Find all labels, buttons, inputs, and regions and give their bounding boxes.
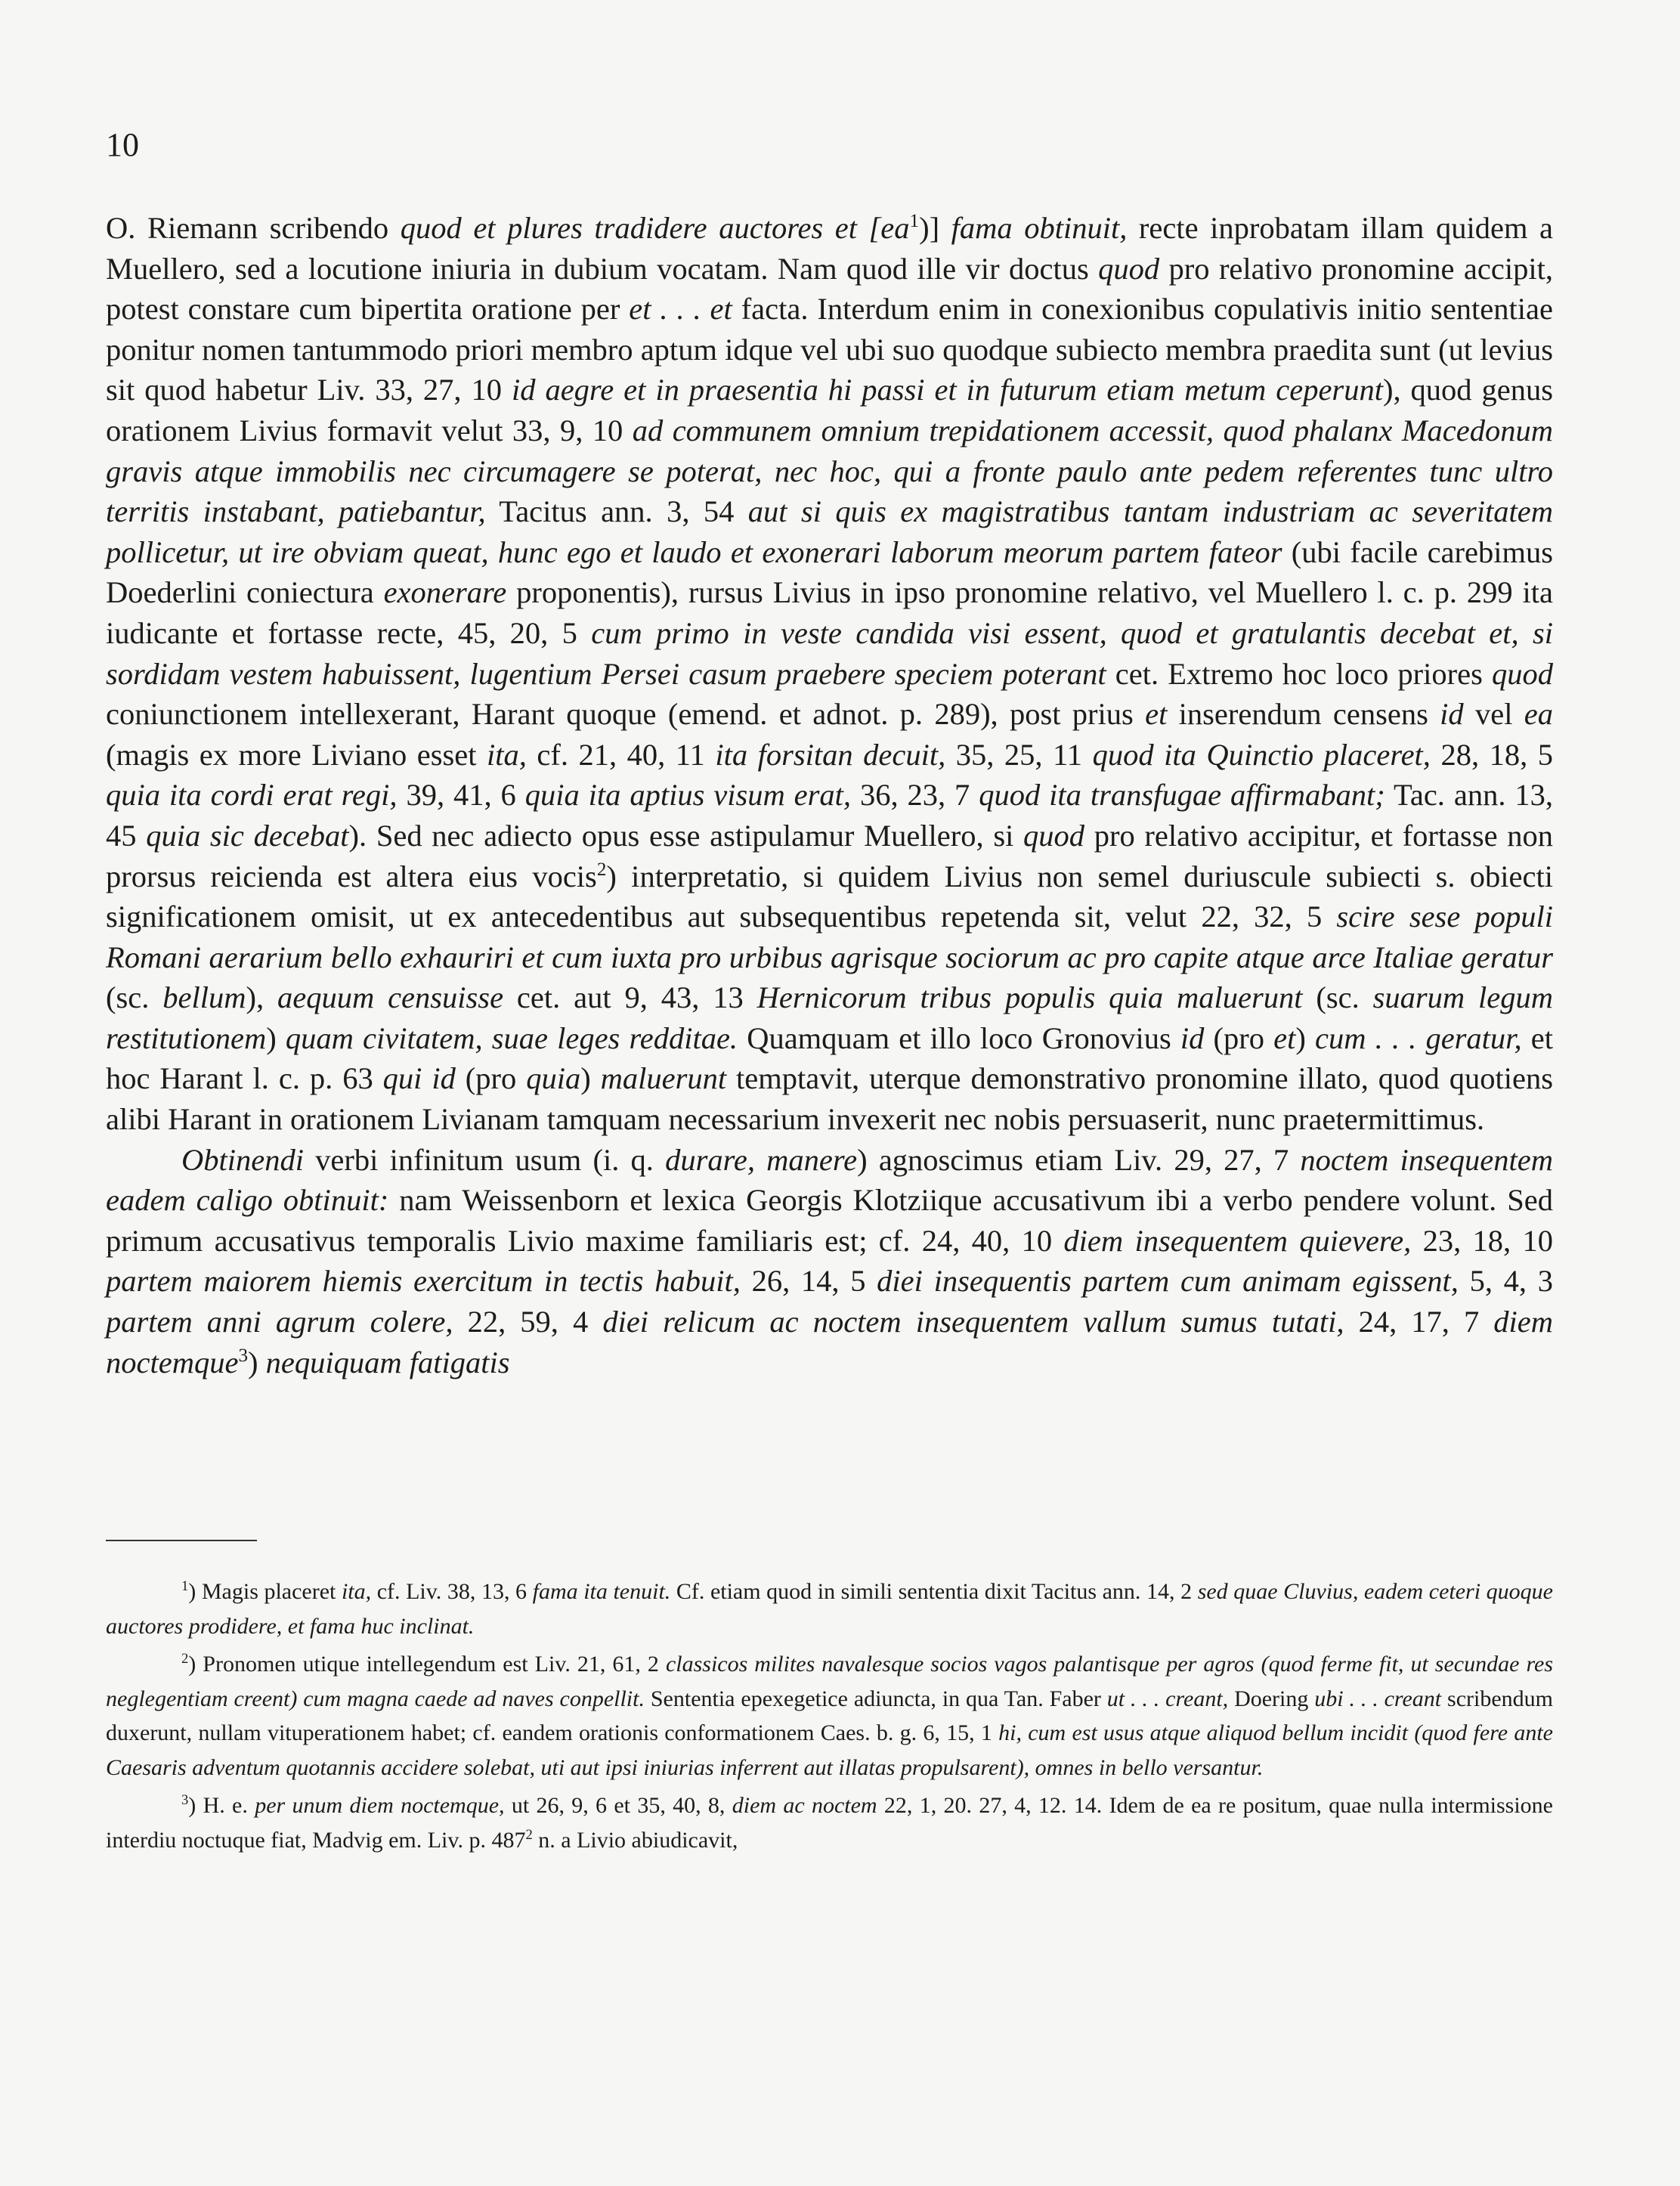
text-run: verbi infinitum usum (i. q. [303, 1142, 666, 1177]
italic-citation: durare, manere [665, 1142, 858, 1177]
paragraph-2 [106, 1140, 1553, 1383]
text-run: (pro [455, 1061, 527, 1096]
text-run: Sententia epexegetice adiuncta, in qua Tan. Faber [644, 1686, 1107, 1711]
text-run: pro relativo accipitur, et fortasse non prorsus reicienda est altera eius vocis [106, 818, 1553, 893]
paragraph-1 [106, 208, 1553, 1140]
italic-citation: maluerunt [600, 1061, 727, 1096]
italic-citation: et [1145, 697, 1168, 732]
text-run: (magis ex more Liviano esset [106, 737, 487, 772]
italic-citation: id aegre et in praesentia hi passi et in futurum etiam metum ceperunt [511, 373, 1383, 407]
text-run: ) interpretatio, si quidem Livius non semel duriuscule subiecti s. obiecti significationem omisit, ut ex antecedentibus aut subsequentibus repetenda sit, velut 22, 32, 5 [106, 859, 1553, 934]
text-run: Quamquam et illo loco Gronovius [738, 1020, 1180, 1055]
italic-citation: ubi . . . creant [1314, 1686, 1442, 1711]
text-run: cet. aut 9, 43, 13 [503, 980, 757, 1015]
footnote-2 [106, 1647, 1553, 1785]
italic-citation: cum . . . geratur, [1315, 1020, 1522, 1055]
text-run: 22, 59, 4 [453, 1305, 603, 1339]
text-run: 28, 18, 5 [1430, 737, 1553, 772]
text-run: ) [580, 1061, 601, 1096]
footnote-marker-2: 2 [596, 859, 607, 880]
italic-citation: quod ita Quinctio placeret, [1092, 737, 1431, 772]
footnote-marker-1: 1 [909, 210, 920, 231]
text-run: et hoc Harant l. c. p. 63 [106, 1020, 1553, 1096]
italic-citation: quod [1023, 818, 1085, 853]
italic-citation: bellum [162, 980, 246, 1015]
text-run: Cf. etiam quod in simili sententia dixit Tacitus ann. 14, 2 [670, 1579, 1198, 1604]
text-run: 36, 23, 7 [851, 778, 979, 813]
text-run: ), [246, 980, 277, 1015]
text-run: )] [919, 211, 951, 245]
italic-citation: fama ita tenuit. [532, 1579, 671, 1604]
italic-citation: hi, cum est usus atque aliquod bellum incidit (quod fere ante Caesaris adventum quotannis accidere solebat, uti aut ipsi iniurias inferrent aut illatas propulsarent), omnes in bello versantur. [106, 1720, 1553, 1780]
italic-citation: et [1273, 1020, 1296, 1055]
text-run: 26, 14, 5 [740, 1264, 877, 1299]
footnote-divider [106, 1540, 257, 1541]
text-run: ) Magis placeret [188, 1579, 342, 1604]
main-text [106, 208, 1553, 1383]
footnote-1 [106, 1574, 1553, 1643]
text-run: Doering [1228, 1686, 1315, 1711]
italic-citation: ita, [341, 1579, 372, 1604]
text-run: 23, 18, 10 [1411, 1223, 1554, 1258]
text-run: ut 26, 9, 6 et 35, 40, 8, [504, 1793, 732, 1818]
italic-citation: diei insequentis partem cum animam egissent, [877, 1264, 1459, 1299]
footnotes [106, 1574, 1553, 1861]
italic-citation: ita, [486, 737, 527, 772]
text-run: cf. Liv. 38, 13, 6 [371, 1579, 533, 1604]
italic-citation: noctem insequentem eadem caligo obtinuit: [106, 1142, 1553, 1218]
italic-citation: quia ita cordi erat regi, [106, 778, 398, 813]
text-run: ) agnoscimus etiam Liv. 29, 27, 7 [857, 1142, 1301, 1177]
text-run: ) Pronomen utique intellegendum est Liv. 21, 61, 2 [188, 1652, 666, 1677]
footnote-3 [106, 1788, 1553, 1857]
text-run: ) [248, 1345, 266, 1379]
footnote-marker-3: 3 [238, 1345, 248, 1366]
text-run: 35, 25, 11 [945, 737, 1093, 772]
text-run: Tac. ann. 13, 45 [106, 778, 1553, 853]
italic-citation: ad communem omnium trepidationem accessit, quod phalanx Macedonum gravis atque immobilis nec circumagere se poterat, nec hoc, qui a fronte paulo ante pedem referentes tunc ultro territis instabant, patiebantur, [106, 413, 1554, 529]
text-run: 22, 1, 20. 27, 4, 12. 14. Idem de ea re positum, quae nulla intermissione interdiu noctuque fiat, Madvig em. Liv. p. 487 [106, 1793, 1553, 1853]
text-run: cf. 21, 40, 11 [526, 737, 716, 772]
italic-citation: quam civitatem, suae leges redditae. [285, 1020, 738, 1055]
text-run: Tacitus ann. 3, 54 [485, 494, 748, 529]
text-run: (ubi facile carebimus Doederlini coniectura [106, 534, 1553, 610]
text-run: O. Riemann scribendo [106, 211, 401, 245]
italic-citation: Obtinendi [181, 1142, 304, 1177]
italic-citation: ita forsitan decuit, [715, 737, 946, 772]
italic-citation: sed quae Cluvius, eadem ceteri quoque auctores prodidere, et fama huc inclinat. [106, 1579, 1553, 1639]
text-run: ) [1295, 1020, 1316, 1055]
italic-citation: aequum censuisse [277, 980, 504, 1015]
text-run: nam Weissenborn et lexica Georgis Klotziique accusativum ibi a verbo pendere volunt. Sed primum accusativus temporalis Livio maxime familiaris est; cf. 24, 40, 10 [106, 1183, 1553, 1258]
italic-citation: ut . . . creant, [1106, 1686, 1229, 1711]
text-run: facta. Interdum enim in conexionibus copulativis initio sententiae ponitur nomen tantummodo priori membro aptum idque vel ubi suo quodque subiecto membra praedita sunt (ut levius sit quod habetur Liv. 33, 27, 10 [106, 292, 1553, 407]
italic-citation: quia sic decebat [146, 818, 349, 853]
italic-citation: partem anni agrum colere, [106, 1305, 453, 1339]
text-run: ). Sed nec adiecto opus esse astipulamur Muellero, si [348, 818, 1024, 853]
text-run: 5, 4, 3 [1458, 1264, 1554, 1299]
text-run: vel [1463, 697, 1524, 732]
italic-citation: classicos milites navalesque socios vagos palantisque per agros (quod ferme fit, ut secundae res neglegentiam creent) cum magna caede ad naves conpellit. [106, 1652, 1553, 1711]
italic-citation: id [1180, 1020, 1205, 1055]
text-run: ) H. e. [188, 1793, 255, 1818]
italic-citation: cum primo in veste candida visi essent, quod et gratulantis decebat et, si sordidam vestem habuissent, lugentium Persei casum praebere speciem poterant [106, 615, 1553, 691]
text-run: ) [266, 1020, 286, 1055]
page-number: 10 [106, 126, 139, 163]
italic-citation: quod [1098, 251, 1160, 286]
italic-citation: diei relicum ac noctem insequentem vallum sumus tutati, [602, 1305, 1344, 1339]
text-run: (sc. [1302, 980, 1373, 1015]
text-run: coniunctionem intellexerant, Harant quoque (emend. et adnot. p. 289), post prius [106, 697, 1146, 732]
italic-citation: quia ita aptius visum erat, [524, 778, 852, 813]
italic-citation: aut si quis ex magistratibus tantam industriam ac severitatem pollicetur, ut ire obviam queat, hunc ego et laudo et exonerari laborum meorum partem fateor [106, 494, 1553, 569]
italic-citation: diem insequentem quievere, [1063, 1223, 1412, 1258]
italic-citation: quod ita transfugae affirmabant; [979, 778, 1385, 813]
italic-citation: nequiquam fatigatis [265, 1345, 510, 1379]
superscript-edition: 2 [525, 1826, 533, 1843]
italic-citation: diem ac noctem [732, 1793, 877, 1818]
text-run: inserendum censens [1167, 697, 1440, 732]
text-run: recte inprobatam illam quidem a Muellero, sed a locutione iniuria in dubium vocatam. Nam quod ille vir doctus [106, 211, 1553, 286]
italic-citation: fama obtinuit, [951, 211, 1128, 245]
italic-citation: suarum legum restitutionem [106, 980, 1553, 1055]
italic-citation: per unum diem noctemque, [255, 1793, 505, 1818]
italic-citation: partem maiorem hiemis exercitum in tectis habuit, [106, 1264, 741, 1299]
italic-citation: qui id [382, 1061, 456, 1096]
footnote-number: 3 [181, 1791, 189, 1808]
footnote-number: 1 [181, 1578, 189, 1594]
italic-citation: exonerare [383, 575, 507, 610]
italic-citation: quod [1492, 656, 1554, 691]
italic-citation: ea [1524, 697, 1553, 732]
italic-citation: scire sese populi Romani aerarium bello exhauriri et cum iuxta pro urbibus agrisque sociorum ac pro capite atque arce Italiae geratur [106, 899, 1553, 974]
footnote-number: 2 [181, 1650, 189, 1667]
text-run: cet. Extremo hoc loco priores [1106, 656, 1493, 691]
italic-citation: diem noctemque [106, 1305, 1554, 1379]
text-run: proponentis), rursus Livius in ipso pronomine relativo, vel Muellero l. c. p. 299 ita iudicante et fortasse recte, 45, 20, 5 [106, 575, 1553, 650]
italic-citation: quia [526, 1061, 581, 1096]
italic-citation: quod et plures tradidere auctores et [ea [400, 211, 910, 245]
text-run: temptavit, uterque demonstrativo pronomine illato, quod quotiens alibi Harant in orationem Livianam tamquam necessarium invexerit nec nobis persuaserit, nunc praetermittimus. [106, 1061, 1553, 1137]
text-run: (sc. [106, 980, 163, 1015]
text-run: pro relativo pronomine accipit, potest constare cum bipertita oratione per [106, 251, 1553, 327]
text-run: (pro [1204, 1020, 1274, 1055]
text-run: scribendum duxerunt, nullam vituperationem habet; cf. eandem orationis conformationem Caes. b. g. 6, 15, 1 [106, 1686, 1554, 1745]
text-run: n. a Livio abiudicavit, [532, 1827, 738, 1853]
italic-citation: Hernicorum tribus populis quia maluerunt [756, 980, 1303, 1015]
text-run: 39, 41, 6 [397, 778, 525, 813]
italic-citation: et . . . et [629, 292, 732, 327]
italic-citation: id [1440, 697, 1464, 732]
text-run: 24, 17, 7 [1344, 1305, 1494, 1339]
text-run: ), quod genus orationem Livius formavit velut 33, 9, 10 [106, 373, 1553, 447]
